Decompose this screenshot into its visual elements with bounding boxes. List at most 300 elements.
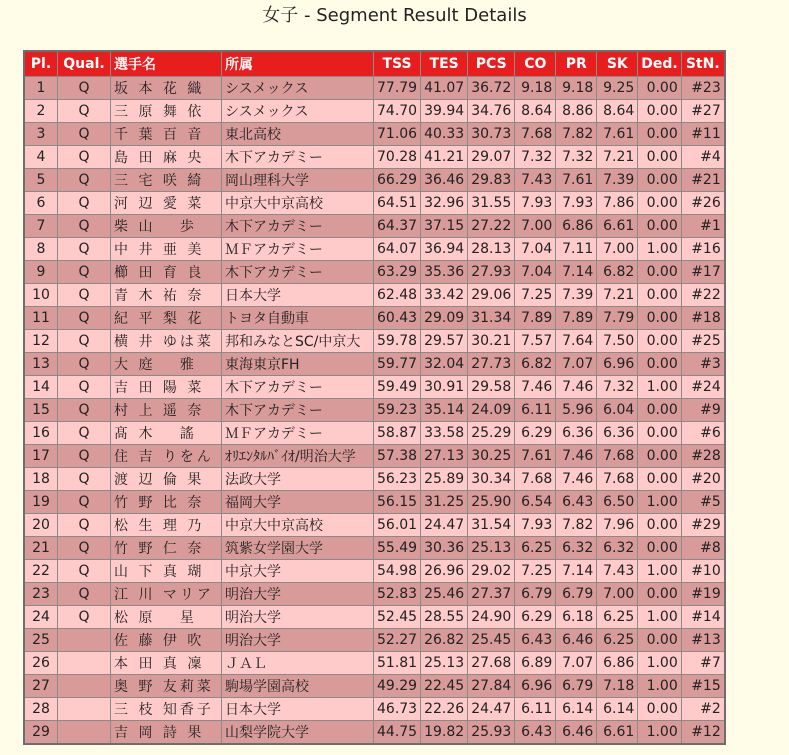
start-number-cell: #3 xyxy=(681,353,725,376)
pr-cell: 7.64 xyxy=(556,330,597,353)
deductions-cell: 0.00 xyxy=(638,215,681,238)
place-cell: 7 xyxy=(24,215,58,238)
pr-cell: 7.82 xyxy=(556,514,597,537)
header-skater-name: 選手名 xyxy=(111,51,222,77)
pcs-cell: 27.73 xyxy=(468,353,515,376)
skater-name-cell: 柴 山 歩 xyxy=(111,215,222,238)
co-cell: 6.96 xyxy=(515,675,556,698)
affiliation-cell: 中京大中京高校 xyxy=(222,192,374,215)
place-cell: 28 xyxy=(24,698,58,721)
sk-cell: 6.96 xyxy=(597,353,638,376)
tss-cell: 60.43 xyxy=(374,307,421,330)
deductions-cell: 0.00 xyxy=(638,445,681,468)
pr-cell: 7.11 xyxy=(556,238,597,261)
start-number-cell: #29 xyxy=(681,514,725,537)
qual-cell: Q xyxy=(58,606,111,629)
tes-cell: 32.04 xyxy=(421,353,468,376)
co-cell: 7.89 xyxy=(515,307,556,330)
sk-cell: 6.14 xyxy=(597,698,638,721)
table-row xyxy=(24,376,725,399)
tss-cell: 57.38 xyxy=(374,445,421,468)
skater-name-cell: 青 木 祐 奈 xyxy=(111,284,222,307)
skater-name-cell: 吉 岡 詩 果 xyxy=(111,721,222,745)
pcs-cell: 25.93 xyxy=(468,721,515,745)
deductions-cell: 0.00 xyxy=(638,261,681,284)
pcs-cell: 31.55 xyxy=(468,192,515,215)
qual-cell xyxy=(58,629,111,652)
deductions-cell: 0.00 xyxy=(638,583,681,606)
place-cell: 11 xyxy=(24,307,58,330)
start-number-cell: #9 xyxy=(681,399,725,422)
co-cell: 7.25 xyxy=(515,560,556,583)
start-number-cell: #10 xyxy=(681,560,725,583)
tss-cell: 52.27 xyxy=(374,629,421,652)
tss-cell: 64.51 xyxy=(374,192,421,215)
co-cell: 6.79 xyxy=(515,583,556,606)
header-deductions: Ded. xyxy=(638,51,681,77)
sk-cell: 6.82 xyxy=(597,261,638,284)
tss-cell: 59.78 xyxy=(374,330,421,353)
header-sk: SK xyxy=(597,51,638,77)
tss-cell: 64.07 xyxy=(374,238,421,261)
table-row xyxy=(24,445,725,468)
qual-cell: Q xyxy=(58,192,111,215)
skater-name-cell: 竹 野 比 奈 xyxy=(111,491,222,514)
table-row xyxy=(24,652,725,675)
pr-cell: 7.14 xyxy=(556,261,597,284)
tss-cell: 52.83 xyxy=(374,583,421,606)
affiliation-cell: 岡山理科大学 xyxy=(222,169,374,192)
start-number-cell: #1 xyxy=(681,215,725,238)
sk-cell: 6.32 xyxy=(597,537,638,560)
pr-cell: 7.32 xyxy=(556,146,597,169)
co-cell: 7.04 xyxy=(515,238,556,261)
start-number-cell: #28 xyxy=(681,445,725,468)
affiliation-cell: ＭＦアカデミー xyxy=(222,422,374,445)
table-row xyxy=(24,698,725,721)
affiliation-cell: 駒場学園高校 xyxy=(222,675,374,698)
co-cell: 6.11 xyxy=(515,698,556,721)
tss-cell: 52.45 xyxy=(374,606,421,629)
tes-cell: 29.09 xyxy=(421,307,468,330)
affiliation-cell: 中京大学 xyxy=(222,560,374,583)
start-number-cell: #19 xyxy=(681,583,725,606)
co-cell: 6.54 xyxy=(515,491,556,514)
place-cell: 16 xyxy=(24,422,58,445)
pcs-cell: 25.45 xyxy=(468,629,515,652)
qual-cell: Q xyxy=(58,330,111,353)
place-cell: 13 xyxy=(24,353,58,376)
deductions-cell: 0.00 xyxy=(638,169,681,192)
pcs-cell: 30.34 xyxy=(468,468,515,491)
table-row xyxy=(24,583,725,606)
co-cell: 7.25 xyxy=(515,284,556,307)
tes-cell: 37.15 xyxy=(421,215,468,238)
tss-cell: 54.98 xyxy=(374,560,421,583)
header-start-number: StN. xyxy=(681,51,725,77)
pcs-cell: 24.09 xyxy=(468,399,515,422)
pr-cell: 7.93 xyxy=(556,192,597,215)
table-row xyxy=(24,399,725,422)
place-cell: 18 xyxy=(24,468,58,491)
table-row xyxy=(24,537,725,560)
table-row xyxy=(24,675,725,698)
sk-cell: 6.25 xyxy=(597,606,638,629)
deductions-cell: 0.00 xyxy=(638,399,681,422)
start-number-cell: #21 xyxy=(681,169,725,192)
co-cell: 6.29 xyxy=(515,606,556,629)
skater-name-cell: 吉 田 陽 菜 xyxy=(111,376,222,399)
co-cell: 7.93 xyxy=(515,514,556,537)
table-row xyxy=(24,514,725,537)
skater-name-cell: 三 宅 咲 綺 xyxy=(111,169,222,192)
skater-name-cell: 中 井 亜 美 xyxy=(111,238,222,261)
start-number-cell: #2 xyxy=(681,698,725,721)
table-row xyxy=(24,261,725,284)
tss-cell: 64.37 xyxy=(374,215,421,238)
sk-cell: 8.64 xyxy=(597,100,638,123)
tss-cell: 56.23 xyxy=(374,468,421,491)
pcs-cell: 27.68 xyxy=(468,652,515,675)
skater-name-cell: 江 川 マリア xyxy=(111,583,222,606)
skater-name-cell: 櫛 田 育 良 xyxy=(111,261,222,284)
co-cell: 7.61 xyxy=(515,445,556,468)
start-number-cell: #25 xyxy=(681,330,725,353)
tes-cell: 30.91 xyxy=(421,376,468,399)
tes-cell: 32.96 xyxy=(421,192,468,215)
co-cell: 7.57 xyxy=(515,330,556,353)
deductions-cell: 0.00 xyxy=(638,307,681,330)
sk-cell: 7.39 xyxy=(597,169,638,192)
pr-cell: 5.96 xyxy=(556,399,597,422)
qual-cell: Q xyxy=(58,537,111,560)
co-cell: 6.82 xyxy=(515,353,556,376)
deductions-cell: 1.00 xyxy=(638,491,681,514)
sk-cell: 6.50 xyxy=(597,491,638,514)
co-cell: 6.25 xyxy=(515,537,556,560)
qual-cell xyxy=(58,721,111,745)
pcs-cell: 36.72 xyxy=(468,77,515,100)
start-number-cell: #26 xyxy=(681,192,725,215)
affiliation-cell: 木下アカデミー xyxy=(222,146,374,169)
pr-cell: 6.46 xyxy=(556,721,597,745)
tss-cell: 70.28 xyxy=(374,146,421,169)
sk-cell: 6.61 xyxy=(597,721,638,745)
deductions-cell: 1.00 xyxy=(638,721,681,745)
pr-cell: 6.86 xyxy=(556,215,597,238)
deductions-cell: 1.00 xyxy=(638,560,681,583)
sk-cell: 7.00 xyxy=(597,583,638,606)
tss-cell: 59.77 xyxy=(374,353,421,376)
skater-name-cell: 本 田 真 凜 xyxy=(111,652,222,675)
co-cell: 7.04 xyxy=(515,261,556,284)
co-cell: 7.46 xyxy=(515,376,556,399)
pcs-cell: 27.37 xyxy=(468,583,515,606)
place-cell: 9 xyxy=(24,261,58,284)
table-row xyxy=(24,330,725,353)
affiliation-cell: 木下アカデミー xyxy=(222,399,374,422)
tss-cell: 55.49 xyxy=(374,537,421,560)
qual-cell xyxy=(58,652,111,675)
start-number-cell: #20 xyxy=(681,468,725,491)
skater-name-cell: 住 吉 りをん xyxy=(111,445,222,468)
table-row xyxy=(24,146,725,169)
pr-cell: 7.46 xyxy=(556,376,597,399)
pcs-cell: 31.54 xyxy=(468,514,515,537)
header-place: Pl. xyxy=(24,51,58,77)
co-cell: 6.89 xyxy=(515,652,556,675)
deductions-cell: 0.00 xyxy=(638,629,681,652)
affiliation-cell: 木下アカデミー xyxy=(222,215,374,238)
tss-cell: 56.01 xyxy=(374,514,421,537)
table-row xyxy=(24,560,725,583)
qual-cell: Q xyxy=(58,261,111,284)
table-row xyxy=(24,606,725,629)
tss-cell: 56.15 xyxy=(374,491,421,514)
tes-cell: 41.21 xyxy=(421,146,468,169)
skater-name-cell: 島 田 麻 央 xyxy=(111,146,222,169)
table-row xyxy=(24,721,725,745)
deductions-cell: 0.00 xyxy=(638,353,681,376)
place-cell: 15 xyxy=(24,399,58,422)
pcs-cell: 29.07 xyxy=(468,146,515,169)
header-tss: TSS xyxy=(374,51,421,77)
place-cell: 6 xyxy=(24,192,58,215)
sk-cell: 6.36 xyxy=(597,422,638,445)
start-number-cell: #24 xyxy=(681,376,725,399)
qual-cell: Q xyxy=(58,100,111,123)
skater-name-cell: 渡 辺 倫 果 xyxy=(111,468,222,491)
tss-cell: 51.81 xyxy=(374,652,421,675)
qual-cell: Q xyxy=(58,123,111,146)
table-row xyxy=(24,215,725,238)
affiliation-cell: 中京大中京高校 xyxy=(222,514,374,537)
table-row xyxy=(24,192,725,215)
pr-cell: 6.14 xyxy=(556,698,597,721)
tes-cell: 30.36 xyxy=(421,537,468,560)
affiliation-cell: 日本大学 xyxy=(222,698,374,721)
qual-cell: Q xyxy=(58,146,111,169)
table-row xyxy=(24,238,725,261)
table-body xyxy=(24,77,725,745)
pcs-cell: 27.84 xyxy=(468,675,515,698)
start-number-cell: #6 xyxy=(681,422,725,445)
start-number-cell: #14 xyxy=(681,606,725,629)
table-row xyxy=(24,169,725,192)
deductions-cell: 1.00 xyxy=(638,652,681,675)
place-cell: 3 xyxy=(24,123,58,146)
pcs-cell: 31.34 xyxy=(468,307,515,330)
co-cell: 7.68 xyxy=(515,468,556,491)
affiliation-cell: 明治大学 xyxy=(222,583,374,606)
table-row xyxy=(24,468,725,491)
pr-cell: 7.89 xyxy=(556,307,597,330)
pcs-cell: 29.06 xyxy=(468,284,515,307)
tss-cell: 63.29 xyxy=(374,261,421,284)
page-title: 女子 - Segment Result Details xyxy=(262,5,527,26)
start-number-cell: #5 xyxy=(681,491,725,514)
tes-cell: 33.58 xyxy=(421,422,468,445)
header-co: CO xyxy=(515,51,556,77)
place-cell: 5 xyxy=(24,169,58,192)
qual-cell xyxy=(58,698,111,721)
pr-cell: 6.79 xyxy=(556,675,597,698)
affiliation-cell: 邦和みなとSC/中京大 xyxy=(222,330,374,353)
place-cell: 21 xyxy=(24,537,58,560)
tss-cell: 66.29 xyxy=(374,169,421,192)
sk-cell: 7.68 xyxy=(597,445,638,468)
place-cell: 25 xyxy=(24,629,58,652)
pr-cell: 6.43 xyxy=(556,491,597,514)
skater-name-cell: 山 下 真 瑚 xyxy=(111,560,222,583)
start-number-cell: #23 xyxy=(681,77,725,100)
qual-cell: Q xyxy=(58,353,111,376)
start-number-cell: #22 xyxy=(681,284,725,307)
sk-cell: 7.50 xyxy=(597,330,638,353)
qual-cell: Q xyxy=(58,445,111,468)
start-number-cell: #13 xyxy=(681,629,725,652)
affiliation-cell: 木下アカデミー xyxy=(222,261,374,284)
pr-cell: 9.18 xyxy=(556,77,597,100)
pcs-cell: 30.21 xyxy=(468,330,515,353)
co-cell: 6.29 xyxy=(515,422,556,445)
affiliation-cell: 筑紫女学園大学 xyxy=(222,537,374,560)
tes-cell: 33.42 xyxy=(421,284,468,307)
deductions-cell: 0.00 xyxy=(638,537,681,560)
affiliation-cell: シスメックス xyxy=(222,100,374,123)
place-cell: 24 xyxy=(24,606,58,629)
affiliation-cell: ＪＡＬ xyxy=(222,652,374,675)
deductions-cell: 0.00 xyxy=(638,192,681,215)
skater-name-cell: 河 辺 愛 菜 xyxy=(111,192,222,215)
start-number-cell: #11 xyxy=(681,123,725,146)
start-number-cell: #16 xyxy=(681,238,725,261)
pcs-cell: 30.25 xyxy=(468,445,515,468)
tss-cell: 71.06 xyxy=(374,123,421,146)
place-cell: 12 xyxy=(24,330,58,353)
affiliation-cell: トヨタ自動車 xyxy=(222,307,374,330)
deductions-cell: 0.00 xyxy=(638,330,681,353)
pcs-cell: 28.13 xyxy=(468,238,515,261)
tss-cell: 58.87 xyxy=(374,422,421,445)
table-row xyxy=(24,100,725,123)
tes-cell: 35.36 xyxy=(421,261,468,284)
tss-cell: 77.79 xyxy=(374,77,421,100)
co-cell: 9.18 xyxy=(515,77,556,100)
start-number-cell: #8 xyxy=(681,537,725,560)
skater-name-cell: 佐 藤 伊 吹 xyxy=(111,629,222,652)
start-number-cell: #7 xyxy=(681,652,725,675)
tes-cell: 31.25 xyxy=(421,491,468,514)
pr-cell: 7.46 xyxy=(556,445,597,468)
affiliation-cell: ｵﾘｴﾝﾀﾙﾊﾞｲｵ/明治大学 xyxy=(222,445,374,468)
pr-cell: 7.39 xyxy=(556,284,597,307)
deductions-cell: 0.00 xyxy=(638,284,681,307)
deductions-cell: 1.00 xyxy=(638,376,681,399)
table-row xyxy=(24,77,725,100)
skater-name-cell: 奥 野 友莉菜 xyxy=(111,675,222,698)
header-affiliation: 所属 xyxy=(222,51,374,77)
place-cell: 23 xyxy=(24,583,58,606)
sk-cell: 7.32 xyxy=(597,376,638,399)
pr-cell: 7.61 xyxy=(556,169,597,192)
start-number-cell: #15 xyxy=(681,675,725,698)
place-cell: 27 xyxy=(24,675,58,698)
affiliation-cell: ＭＦアカデミー xyxy=(222,238,374,261)
tes-cell: 22.26 xyxy=(421,698,468,721)
pr-cell: 6.46 xyxy=(556,629,597,652)
deductions-cell: 0.00 xyxy=(638,77,681,100)
pr-cell: 6.18 xyxy=(556,606,597,629)
pr-cell: 7.82 xyxy=(556,123,597,146)
start-number-cell: #18 xyxy=(681,307,725,330)
pr-cell: 7.07 xyxy=(556,353,597,376)
tss-cell: 49.29 xyxy=(374,675,421,698)
sk-cell: 7.00 xyxy=(597,238,638,261)
qual-cell: Q xyxy=(58,169,111,192)
table-row xyxy=(24,307,725,330)
pcs-cell: 29.83 xyxy=(468,169,515,192)
co-cell: 6.11 xyxy=(515,399,556,422)
co-cell: 6.43 xyxy=(515,721,556,745)
pcs-cell: 34.76 xyxy=(468,100,515,123)
tes-cell: 36.46 xyxy=(421,169,468,192)
qual-cell: Q xyxy=(58,399,111,422)
header-tes: TES xyxy=(421,51,468,77)
skater-name-cell: 松 原 星 xyxy=(111,606,222,629)
pcs-cell: 25.29 xyxy=(468,422,515,445)
qual-cell: Q xyxy=(58,307,111,330)
tes-cell: 22.45 xyxy=(421,675,468,698)
pcs-cell: 25.90 xyxy=(468,491,515,514)
tes-cell: 27.13 xyxy=(421,445,468,468)
tes-cell: 29.57 xyxy=(421,330,468,353)
qual-cell: Q xyxy=(58,77,111,100)
skater-name-cell: 坂 本 花 織 xyxy=(111,77,222,100)
pcs-cell: 25.13 xyxy=(468,537,515,560)
tes-cell: 25.13 xyxy=(421,652,468,675)
sk-cell: 6.61 xyxy=(597,215,638,238)
deductions-cell: 0.00 xyxy=(638,123,681,146)
deductions-cell: 0.00 xyxy=(638,100,681,123)
skater-name-cell: 紀 平 梨 花 xyxy=(111,307,222,330)
sk-cell: 7.96 xyxy=(597,514,638,537)
affiliation-cell: 東海東京FH xyxy=(222,353,374,376)
deductions-cell: 0.00 xyxy=(638,146,681,169)
sk-cell: 7.21 xyxy=(597,146,638,169)
pr-cell: 7.07 xyxy=(556,652,597,675)
place-cell: 10 xyxy=(24,284,58,307)
pcs-cell: 24.47 xyxy=(468,698,515,721)
tes-cell: 19.82 xyxy=(421,721,468,745)
pcs-cell: 29.02 xyxy=(468,560,515,583)
place-cell: 4 xyxy=(24,146,58,169)
qual-cell: Q xyxy=(58,560,111,583)
skater-name-cell: 村 上 遥 奈 xyxy=(111,399,222,422)
sk-cell: 7.18 xyxy=(597,675,638,698)
qual-cell: Q xyxy=(58,376,111,399)
affiliation-cell: 明治大学 xyxy=(222,629,374,652)
qual-cell: Q xyxy=(58,238,111,261)
sk-cell: 9.25 xyxy=(597,77,638,100)
start-number-cell: #4 xyxy=(681,146,725,169)
place-cell: 26 xyxy=(24,652,58,675)
start-number-cell: #27 xyxy=(681,100,725,123)
results-table-container xyxy=(23,50,726,745)
qual-cell: Q xyxy=(58,215,111,238)
deductions-cell: 1.00 xyxy=(638,238,681,261)
qual-cell: Q xyxy=(58,514,111,537)
